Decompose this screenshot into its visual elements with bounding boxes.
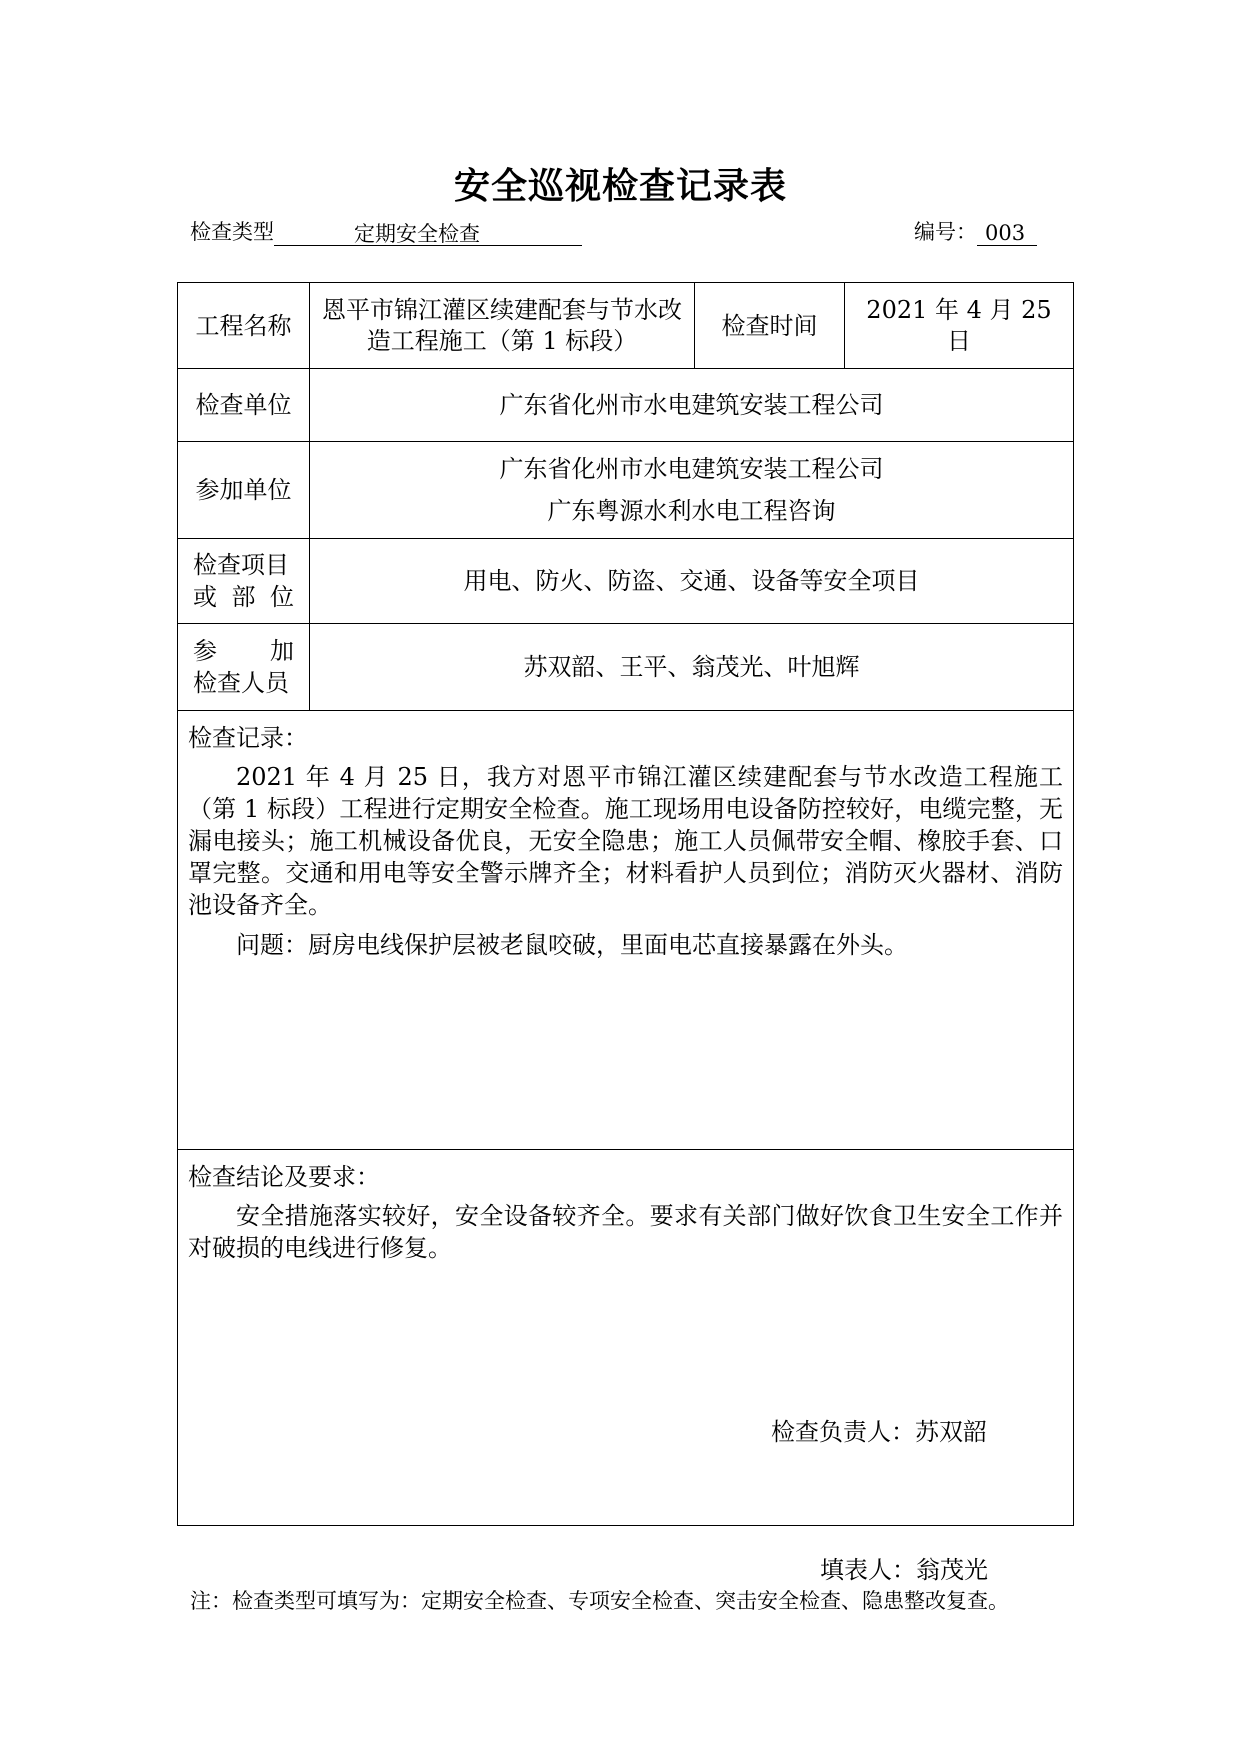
check-type-row	[190, 218, 582, 246]
responsible-label: 检查负责人：	[771, 1418, 915, 1446]
project-name-value: 恩平市锦江灌区续建配套与节水改造工程施工（第 1 标段）	[310, 283, 695, 369]
inspection-table	[177, 282, 1074, 1526]
personnel-label-line-1	[193, 635, 294, 667]
inspect-unit-value: 广东省化州市水电建筑安装工程公司	[310, 369, 1074, 442]
participating-unit-2: 广东粤源水利水电工程咨询	[547, 497, 836, 525]
check-items-label-line-2	[193, 581, 294, 613]
participating-units-label: 参加单位	[178, 442, 310, 539]
check-time-label: 检查时间	[695, 283, 845, 369]
conclusion-label: 检查结论及要求：	[188, 1163, 380, 1191]
personnel-label-char: 加	[270, 637, 294, 665]
record-label: 检查记录：	[188, 724, 308, 752]
number-row	[914, 218, 1037, 246]
record-paragraph-1: 2021 年 4 月 25 日，我方对恩平市锦江灌区续建配套与节水改造工程施工（第 1 标段）工程进行定期安全检查。施工现场用电设备防控较好，电缆完整，无漏电接头；施工机械设备优良，无安全隐患；施工人员佩带安全帽、橡胶手套、口罩完整。交通和用电等安全警示牌齐全；材料看护人员到位；消防灭火器材、消防池设备齐全。	[188, 763, 1063, 919]
record-cell	[178, 711, 1074, 1150]
personnel-label-char: 参	[193, 637, 217, 665]
check-items-value: 用电、防火、防盗、交通、设备等安全项目	[310, 539, 1074, 624]
conclusion-cell	[178, 1150, 1074, 1526]
check-type-label: 检查类型	[190, 220, 274, 244]
check-items-label	[178, 539, 310, 624]
check-items-label-char: 或	[193, 583, 217, 611]
inspect-unit-label: 检查单位	[178, 369, 310, 442]
footnote: 注：检查类型可填写为：定期安全检查、专项安全检查、突击安全检查、隐患整改复查。	[190, 1589, 1009, 1613]
form-title: 安全巡视检查记录表	[453, 166, 787, 207]
project-row	[178, 283, 1074, 369]
responsible-signature	[771, 1412, 987, 1447]
number-value: 003	[977, 219, 1037, 246]
check-type-value: 定期安全检查	[274, 220, 582, 246]
check-items-row	[178, 539, 1074, 624]
responsible-value: 苏双韶	[915, 1418, 987, 1446]
project-name-label: 工程名称	[178, 283, 310, 369]
filler-signature	[820, 1550, 988, 1585]
participating-units-value	[310, 442, 1074, 539]
check-items-label-char: 位	[270, 583, 294, 611]
filler-label: 填表人：	[820, 1556, 916, 1584]
conclusion-row	[178, 1150, 1074, 1526]
personnel-label-line-2: 检查人员	[193, 669, 289, 697]
personnel-value: 苏双韶、王平、翁茂光、叶旭辉	[310, 624, 1074, 711]
personnel-row	[178, 624, 1074, 711]
number-label: 编号：	[914, 220, 977, 244]
record-row	[178, 711, 1074, 1150]
personnel-label	[178, 624, 310, 711]
check-items-label-char: 部	[231, 583, 256, 611]
inspect-unit-row	[178, 369, 1074, 442]
conclusion-paragraph: 安全措施落实较好，安全设备较齐全。要求有关部门做好饮食卫生安全工作并对破损的电线进行修复。	[188, 1202, 1063, 1262]
participating-unit-1: 广东省化州市水电建筑安装工程公司	[499, 455, 884, 483]
participating-units-row	[178, 442, 1074, 539]
check-items-label-line-1: 检查项目	[193, 551, 289, 579]
check-time-value: 2021 年 4 月 25 日	[845, 283, 1074, 369]
filler-value: 翁茂光	[916, 1556, 988, 1584]
record-paragraph-2: 问题：厨房电线保护层被老鼠咬破，里面电芯直接暴露在外头。	[236, 931, 908, 959]
